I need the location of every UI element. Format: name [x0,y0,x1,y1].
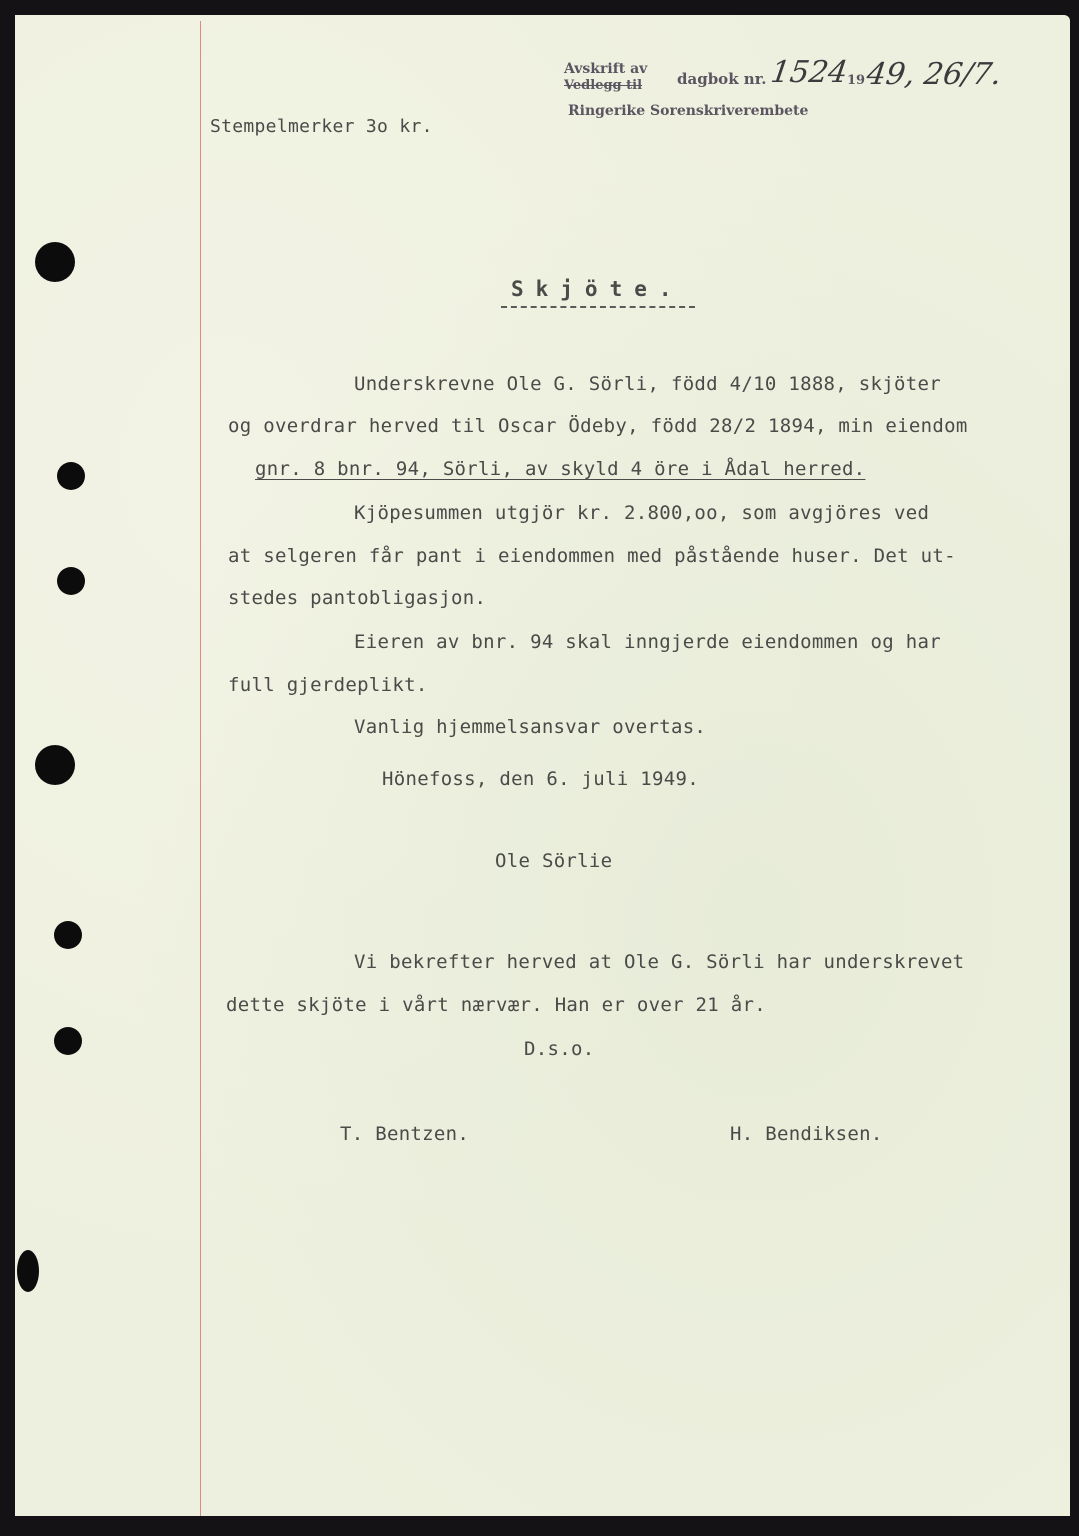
binder-hole-icon [57,567,85,595]
witness-statement-line2: dette skjöte i vårt nærvær. Han er over 21 år. [226,994,766,1016]
document-page [15,15,1070,1516]
binder-hole-icon [54,921,82,949]
stamp-fee-text: Stempelmerker 3o kr. [210,116,433,137]
stamp-year-prefix: 19 [847,73,866,88]
witness-1: T. Bentzen. [340,1123,470,1145]
witness-2: H. Bendiksen. [730,1123,883,1145]
binder-hole-icon [17,1250,39,1292]
binder-hole-icon [35,745,75,785]
handwritten-dagbok-number: 1524 [768,55,850,90]
stamp-vedlegg-struck: Vedlegg til [564,78,643,93]
binder-hole-icon [57,462,85,490]
witness-statement-line1: Vi bekrefter herved at Ole G. Sörli har underskrevet [354,951,965,973]
place-date: Hönefoss, den 6. juli 1949. [382,768,699,790]
handwritten-year-date: 49, 26/7. [864,57,1004,92]
stamp-dagbok-label: dagbok nr. [677,70,767,88]
stamp-avskrift: Avskrift av [564,61,648,77]
para2-line2: at selgeren får pant i eiendommen med påstående huser. Det ut- [228,545,956,567]
para1-line3-property: gnr. 8 bnr. 94, Sörli, av skyld 4 öre i Ådal herred. [255,458,866,480]
stamp-office: Ringerike Sorenskriverembete [568,103,809,119]
para1-line1: Underskrevne Ole G. Sörli, född 4/10 1888, skjöter [354,373,941,395]
binder-hole-icon [35,242,75,282]
para1-line2: og overdrar herved til Oscar Ödeby, född 28/2 1894, min eiendom [228,415,968,437]
document-title: Skjöte. [511,277,684,301]
para4-line1: Vanlig hjemmelsansvar overtas. [354,716,707,738]
para2-line3: stedes pantobligasjon. [228,587,487,609]
title-underline [501,306,695,308]
red-margin-line [200,21,201,1516]
para3-line2: full gjerdeplikt. [228,674,428,696]
para3-line1: Eieren av bnr. 94 skal inngjerde eiendommen og har [354,631,941,653]
dso-text: D.s.o. [524,1038,595,1060]
seller-signature: Ole Sörlie [495,850,613,872]
binder-hole-icon [54,1027,82,1055]
para2-line1: Kjöpesummen utgjör kr. 2.800,oo, som avgjöres ved [354,502,930,524]
